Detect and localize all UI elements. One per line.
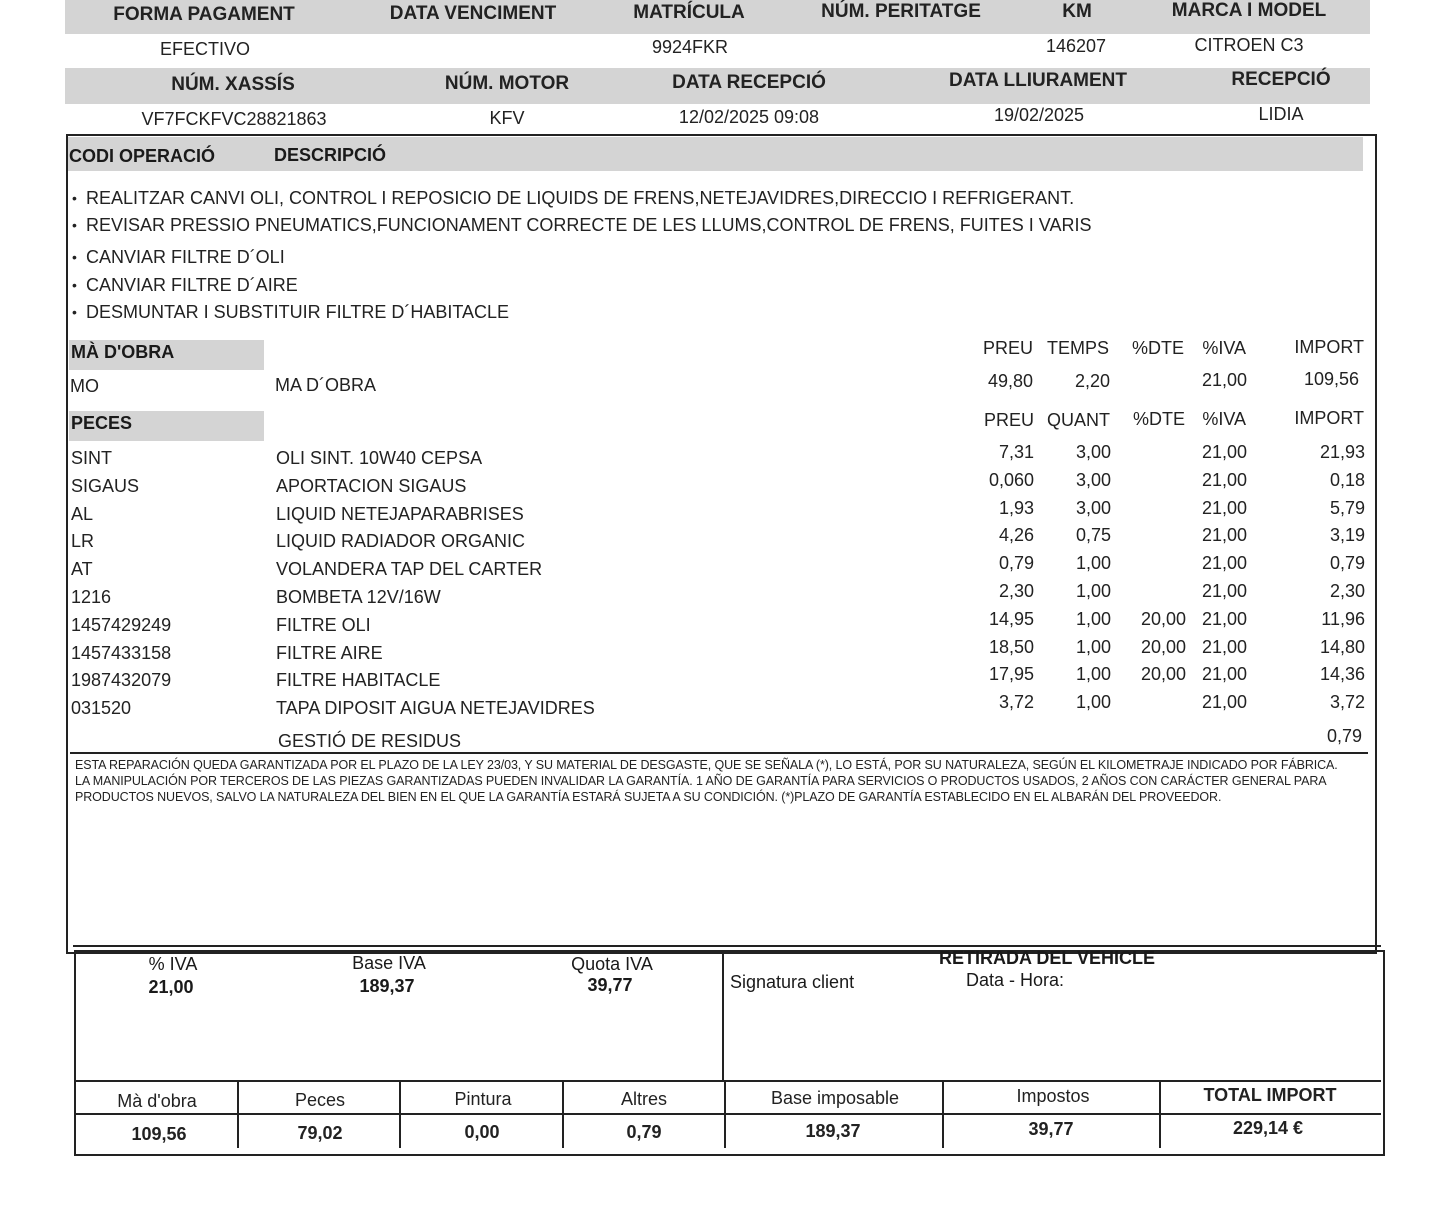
part-code: LR bbox=[71, 531, 95, 552]
totals-col-divider bbox=[1159, 1082, 1161, 1148]
vat-percent-value: 21,00 bbox=[148, 977, 194, 997]
pickup-datetime-label: Data - Hora: bbox=[966, 970, 1065, 990]
part-desc: FILTRE AIRE bbox=[276, 642, 383, 663]
operations-code-header: CODI OPERACIÓ bbox=[69, 146, 216, 166]
part-iva: 21,00 bbox=[1201, 525, 1247, 546]
part-desc: VOLANDERA TAP DEL CARTER bbox=[276, 559, 543, 580]
part-quant: 3,00 bbox=[1075, 469, 1111, 490]
part-preu: 3,72 bbox=[998, 692, 1034, 713]
parts-col-dte: %DTE bbox=[1132, 409, 1185, 429]
value-km: 146207 bbox=[1045, 36, 1107, 56]
total-label-total-import: TOTAL IMPORT bbox=[1203, 1085, 1337, 1105]
part-quant: 1,00 bbox=[1075, 636, 1111, 657]
part-preu: 0,79 bbox=[998, 553, 1034, 574]
parts-bottom-rule bbox=[70, 752, 1368, 754]
part-import: 3,72 bbox=[1329, 692, 1365, 713]
part-import: 11,96 bbox=[1321, 608, 1365, 629]
totals-col-divider bbox=[724, 1082, 726, 1148]
part-dte: 20,00 bbox=[1140, 636, 1186, 657]
value-recepcio: LIDIA bbox=[1258, 104, 1304, 124]
part-import: 0,79 bbox=[1329, 553, 1365, 574]
labour-col-temps: TEMPS bbox=[1046, 338, 1109, 358]
total-value-base-imposable: 189,37 bbox=[805, 1121, 861, 1141]
part-code: 1987432079 bbox=[71, 670, 172, 691]
label-num-xassis: NÚM. XASSÍS bbox=[171, 74, 295, 95]
part-desc: LIQUID NETEJAPARABRISES bbox=[276, 503, 524, 524]
warranty-legal-text: ESTA REPARACIÓN QUEDA GARANTIZADA POR EL PLAZO DE LA LEY 23/03, Y SU MATERIAL DE DESGASTE, QUE SE SEÑALA (*), LO ESTÁ, POR SU NATURALEZA, SEGÚN EL KILOMETRAJE INDICADO POR FÁBRICA. LA MANIPULACIÓN POR TERCEROS DE LAS PIEZAS GARANTIZADAS PUEDEN INVALIDAR LA GARANTÍA. 1 AÑO DE GARANTÍA PARA SERVICIOS O PRODUCTOS USADOS, 2 AÑOS CON CARÁCTER GENERAL PARA PRODUCTOS NUEVOS, SALVO LA NATURALEZA DEL BIEN EN EL QUE LA GARANTÍA ESTARÁ SUJETA A SU CONDICIÓN. (*)PLAZO DE GARANTÍA ESTABLECIDO EN EL ALBARÁN DEL PROVEEDOR. bbox=[75, 758, 1338, 804]
parts-col-quant: QUANT bbox=[1047, 410, 1110, 430]
operations-header-band bbox=[68, 137, 1363, 171]
part-preu: 0,060 bbox=[988, 469, 1034, 490]
part-dte: 20,00 bbox=[1140, 664, 1186, 685]
waste-desc: GESTIÓ DE RESIDUS bbox=[278, 731, 462, 751]
signature-label: Signatura client bbox=[730, 972, 855, 992]
part-iva: 21,00 bbox=[1201, 581, 1247, 601]
label-km: KM bbox=[1062, 1, 1092, 22]
value-data-recepcio: 12/02/2025 09:08 bbox=[678, 107, 820, 127]
part-quant: 1,00 bbox=[1075, 692, 1111, 713]
part-code: SINT bbox=[71, 448, 113, 468]
total-value-ma-obra: 109,56 bbox=[131, 1124, 187, 1144]
part-desc: FILTRE HABITACLE bbox=[276, 670, 441, 691]
part-quant: 1,00 bbox=[1075, 553, 1111, 574]
labour-col-import: IMPORT bbox=[1294, 337, 1364, 357]
labour-import: 109,56 bbox=[1303, 369, 1359, 389]
vat-quota-value: 39,77 bbox=[587, 975, 633, 995]
part-iva: 21,00 bbox=[1201, 664, 1247, 685]
parts-col-import: IMPORT bbox=[1294, 408, 1364, 428]
part-import: 14,80 bbox=[1319, 636, 1365, 657]
part-quant: 3,00 bbox=[1075, 442, 1111, 462]
part-code: 031520 bbox=[71, 698, 132, 719]
part-desc: LIQUID RADIADOR ORGANIC bbox=[276, 531, 526, 552]
totals-col-divider bbox=[562, 1082, 564, 1148]
labour-col-iva: %IVA bbox=[1202, 338, 1246, 358]
summary-divider bbox=[722, 952, 724, 1080]
operation-item: • DESMUNTAR I SUBSTITUIR FILTRE D´HABITACLE bbox=[86, 302, 509, 323]
part-iva: 21,00 bbox=[1201, 442, 1247, 462]
value-matricula: 9924FKR bbox=[651, 37, 729, 57]
value-forma-pagament: EFECTIVO bbox=[159, 39, 251, 59]
label-num-peritatge: NÚM. PERITATGE bbox=[821, 1, 981, 22]
operations-desc-header: DESCRIPCIÓ bbox=[274, 145, 387, 165]
part-preu: 2,30 bbox=[998, 581, 1034, 601]
part-code: AL bbox=[71, 503, 94, 524]
part-quant: 0,75 bbox=[1075, 525, 1111, 546]
vat-base-label: Base IVA bbox=[352, 953, 426, 973]
part-code: SIGAUS bbox=[71, 475, 140, 496]
total-label-pintura: Pintura bbox=[454, 1089, 512, 1109]
part-desc: TAPA DIPOSIT AIGUA NETEJAVIDRES bbox=[276, 698, 595, 719]
labour-col-dte: %DTE bbox=[1131, 338, 1184, 358]
label-num-motor: NÚM. MOTOR bbox=[444, 73, 570, 94]
total-label-base-imposable: Base imposable bbox=[770, 1088, 900, 1108]
pickup-title: RETIRADA DEL VEHICLE bbox=[938, 948, 1156, 968]
parts-col-iva: %IVA bbox=[1202, 409, 1246, 429]
label-marca-model: MARCA I MODEL bbox=[1171, 0, 1327, 21]
vat-quota-label: Quota IVA bbox=[571, 954, 653, 974]
part-import: 0,18 bbox=[1329, 469, 1365, 490]
part-code: AT bbox=[71, 559, 93, 580]
summary-top-rule bbox=[73, 945, 1381, 947]
total-label-peces: Peces bbox=[294, 1090, 346, 1110]
label-data-venciment: DATA VENCIMENT bbox=[389, 3, 557, 24]
part-preu: 18,50 bbox=[988, 636, 1034, 657]
part-import: 14,36 bbox=[1319, 664, 1365, 685]
label-matricula: MATRÍCULA bbox=[633, 2, 745, 23]
vat-base-value: 189,37 bbox=[359, 976, 415, 996]
part-preu: 4,26 bbox=[998, 525, 1034, 546]
operation-item: • REVISAR PRESSIO PNEUMATICS,FUNCIONAMENT CORRECTE DE LES LLUMS,CONTROL DE FRENS, FUITES I VARIS bbox=[86, 215, 1092, 236]
operation-item: • REALITZAR CANVI OLI, CONTROL I REPOSICIO DE LIQUIDS DE FRENS,NETEJAVIDRES,DIRECCIO I REFRIGERANT. bbox=[86, 188, 1074, 209]
part-iva: 21,00 bbox=[1201, 608, 1247, 629]
label-data-lliurament: DATA LLIURAMENT bbox=[948, 70, 1128, 91]
total-value-altres: 0,79 bbox=[626, 1122, 662, 1142]
part-iva: 21,00 bbox=[1201, 553, 1247, 574]
part-iva: 21,00 bbox=[1201, 636, 1247, 657]
part-desc: APORTACION SIGAUS bbox=[276, 475, 467, 496]
operation-item: • CANVIAR FILTRE D´OLI bbox=[86, 247, 285, 268]
waste-import: 0,79 bbox=[1326, 726, 1362, 746]
labour-col-preu: PREU bbox=[982, 338, 1033, 358]
part-preu: 7,31 bbox=[998, 442, 1034, 462]
part-desc: OLI SINT. 10W40 CEPSA bbox=[276, 448, 483, 468]
labour-preu: 49,80 bbox=[987, 371, 1033, 391]
part-import: 5,79 bbox=[1329, 497, 1365, 518]
labour-section-header: MÀ D'OBRA bbox=[69, 340, 264, 370]
total-value-peces: 79,02 bbox=[297, 1123, 343, 1143]
totals-top-rule bbox=[76, 1080, 1381, 1082]
total-label-ma-obra: Mà d'obra bbox=[117, 1091, 197, 1111]
part-code: 1457433158 bbox=[71, 642, 172, 663]
value-data-lliurament: 19/02/2025 bbox=[993, 105, 1085, 125]
totals-col-divider bbox=[399, 1082, 401, 1148]
totals-col-divider bbox=[942, 1082, 944, 1148]
total-value-impostos: 39,77 bbox=[1028, 1119, 1074, 1139]
labour-desc: MA D´OBRA bbox=[275, 375, 377, 395]
part-iva: 21,00 bbox=[1201, 469, 1247, 490]
part-import: 21,93 bbox=[1319, 442, 1365, 462]
value-xassis: VF7FCKFVC28821863 bbox=[141, 109, 327, 129]
total-value-total-import: 229,14 € bbox=[1232, 1118, 1304, 1138]
value-motor: KFV bbox=[489, 108, 525, 128]
total-value-pintura: 0,00 bbox=[464, 1122, 500, 1142]
part-desc: FILTRE OLI bbox=[276, 614, 371, 635]
total-label-impostos: Impostos bbox=[1016, 1086, 1090, 1106]
part-iva: 21,00 bbox=[1201, 692, 1247, 713]
label-recepcio: RECEPCIÓ bbox=[1231, 69, 1331, 90]
operation-item: • CANVIAR FILTRE D´AIRE bbox=[86, 275, 298, 296]
part-preu: 1,93 bbox=[998, 497, 1034, 518]
part-desc: BOMBETA 12V/16W bbox=[276, 587, 441, 607]
part-iva: 21,00 bbox=[1201, 497, 1247, 518]
value-marca-model: CITROEN C3 bbox=[1194, 35, 1304, 55]
part-code: 1216 bbox=[71, 587, 112, 607]
label-forma-pagament: FORMA PAGAMENT bbox=[113, 4, 295, 25]
vat-percent-label: % IVA bbox=[148, 954, 198, 974]
label-data-recepcio: DATA RECEPCIÓ bbox=[672, 72, 826, 93]
part-preu: 14,95 bbox=[988, 608, 1034, 629]
part-import: 3,19 bbox=[1329, 525, 1365, 546]
part-preu: 17,95 bbox=[988, 664, 1034, 685]
part-import: 2,30 bbox=[1329, 581, 1365, 601]
part-code: 1457429249 bbox=[71, 614, 172, 635]
labour-iva: 21,00 bbox=[1201, 370, 1247, 390]
totals-col-divider bbox=[237, 1082, 239, 1148]
labour-temps: 2,20 bbox=[1074, 371, 1110, 391]
part-dte: 20,00 bbox=[1140, 608, 1186, 629]
part-quant: 1,00 bbox=[1075, 608, 1111, 629]
part-quant: 1,00 bbox=[1075, 664, 1111, 685]
labour-code: MO bbox=[70, 376, 99, 396]
parts-section-header: PECES bbox=[69, 411, 264, 441]
part-quant: 3,00 bbox=[1075, 497, 1111, 518]
totals-mid-rule bbox=[76, 1113, 1381, 1115]
part-quant: 1,00 bbox=[1075, 581, 1111, 601]
parts-col-preu: PREU bbox=[983, 410, 1034, 430]
total-label-altres: Altres bbox=[620, 1089, 668, 1109]
